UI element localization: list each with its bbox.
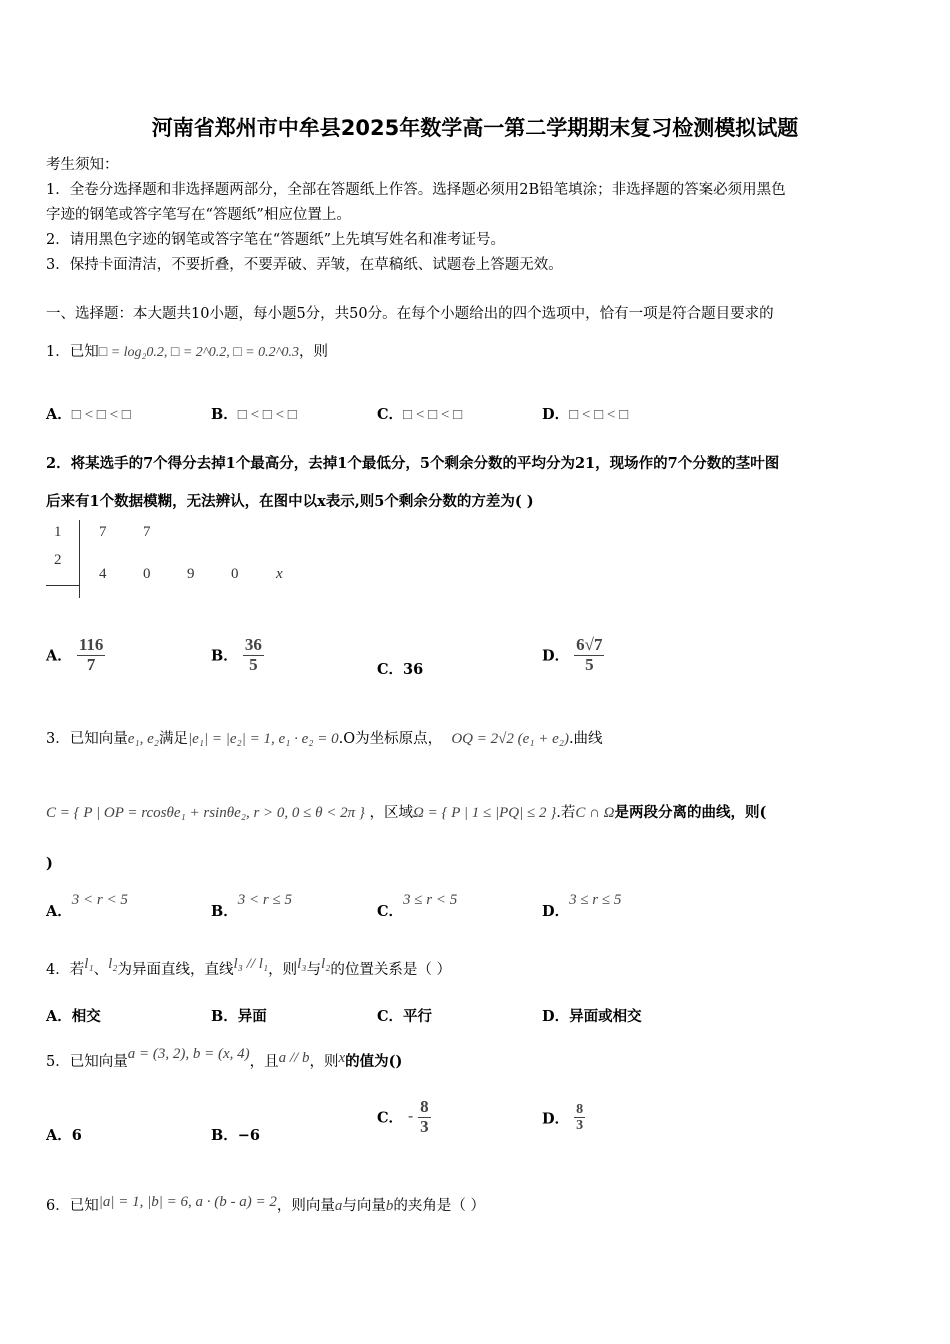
leaf-value: 9 [187,566,195,582]
stem-underline [46,585,79,586]
q5-vectors: a = (3, 2), b = (x, 4) [127,1046,250,1062]
q5-option-a[interactable]: A．6 [46,1127,82,1144]
q2-line1: 2．将某选手的7个得分去掉1个最高分，去掉1个最低分，5个剩余分数的平均分为21，现场作的7个分数的茎叶图 [46,455,780,472]
q2-option-d[interactable]: D． $\frac{6√7}{5}$ [542,635,603,674]
q1-option-b[interactable]: B．□ < □ < □ [211,406,297,423]
notice-item: 3．保持卡面清洁，不要折叠，不要弄破、弄皱，在草稿纸、试题卷上答题无效。 [46,257,563,273]
notice-item: 字迹的钢笔或答字笔写在“答题纸”相应位置上。 [46,207,351,223]
q6-condition: |a| = 1, |b| = 6, a · (b - a) = 2 [98,1194,277,1210]
stem-divider [79,520,80,598]
notice-heading: 考生须知： [46,157,119,173]
q1-suffix: ，则 [299,344,329,360]
q3-condition: |e₁| = |e₂| = 1, e₁ · e₂ = 0 [187,731,339,747]
q5-option-c[interactable]: C． - $\frac{8}{3}$ [377,1097,429,1136]
q3-curve-line: C = { P | OP = rcosθe₁ + rsinθe₂, r > 0, 0 ≤ θ < 2π } ，区域Ω = { P | 1 ≤ |PQ| ≤ 2 }.若C ∩ Ω是两段分离的曲线，则( [46,804,767,821]
q3-oq: OQ = 2√2 (e₁ + e₂) [451,731,569,747]
section-heading: 一、选择题：本大题共10小题，每小题5分，共50分。在每个小题给出的四个选项中，恰有一项是符合题目要求的 [46,306,774,322]
q5-option-d[interactable]: D． $\frac{8}{3}$ [542,1102,584,1134]
question-3: 3．已知向量e₁, e₂满足|e₁| = |e₂| = 1, e₁ · e₂ = 0.O为坐标原点， OQ = 2√2 (e₁ + e₂).曲线 [46,731,603,747]
q3-region: Ω = { P | 1 ≤ |PQ| ≤ 2 } [413,805,557,821]
q3-option-c[interactable]: C．3 ≤ r < 5 [377,892,458,920]
question-1 [46,340,328,361]
q3-close: ) [46,855,53,872]
q3-option-a[interactable]: A．3 < r < 5 [46,892,128,920]
q3-option-b[interactable]: B．3 < r ≤ 5 [211,892,292,920]
q5-option-b[interactable]: B．−6 [211,1127,261,1144]
q1-option-c[interactable]: C．□ < □ < □ [377,406,463,423]
q4-option-d[interactable]: D．异面或相交 [542,1008,642,1025]
q1-option-a[interactable]: A．□ < □ < □ [46,406,131,423]
leaf-value: 0 [231,566,239,582]
q3-intersection: C ∩ Ω [575,805,615,821]
leaf-value: x [276,566,283,582]
q4-option-a[interactable]: A．相交 [46,1008,101,1025]
stem-value: 1 [54,524,62,540]
question-5: 5．已知向量a = (3, 2), b = (x, 4)，且a // b，则x的值为() [46,1046,403,1070]
q2-option-b[interactable]: B． $\frac{36}{5}$ [211,635,262,674]
q2-option-a[interactable]: A． $\frac{116}{7}$ [46,635,104,674]
q1-formula: □ = log₂0.2, □ = 2^0.2, □ = 0.2^0.3 [98,345,300,360]
stem-value: 2 [54,552,62,568]
page-title: 河南省郑州市中牟县2025年数学高一第二学期期末复习检测模拟试题 [151,116,799,140]
q2-line2: 后来有1个数据模糊，无法辨认，在图中以x表示,则5个剩余分数的方差为( ) [46,493,534,510]
q4-option-c[interactable]: C．平行 [377,1008,433,1025]
q3-vectors: e₁, e₂ [127,731,159,747]
leaf-value: 7 [143,524,151,540]
q4-option-b[interactable]: B．异面 [211,1008,267,1025]
leaf-value: 0 [143,566,151,582]
q1-prefix: 1．已知 [46,344,99,360]
leaf-value: 4 [99,566,107,582]
notice-item: 2．请用黑色字迹的钢笔或答字笔在“答题纸”上先填写姓名和准考证号。 [46,232,506,248]
question-6: 6．已知|a| = 1, |b| = 6, a · (b - a) = 2，则向量a与向量b的夹角是（ ） [46,1194,485,1214]
notice-item: 1．全卷分选择题和非选择题两部分，全部在答题纸上作答。选择题必须用2B铅笔填涂；非选择题的答案必须用黑色 [46,182,786,198]
question-4: 4．若l₁、l₂为异面直线，直线l₃ // l₁，则l₃与l₂的位置关系是（ ） [46,956,452,978]
leaf-value: 7 [99,524,107,540]
q1-option-d[interactable]: D．□ < □ < □ [542,406,629,423]
q3-option-d[interactable]: D．3 ≤ r ≤ 5 [542,892,622,920]
q2-option-c[interactable]: C．36 [377,661,424,678]
q3-curve: C = { P | OP = rcosθe₁ + rsinθe₂, r > 0, 0 ≤ θ < 2π } [46,805,365,821]
